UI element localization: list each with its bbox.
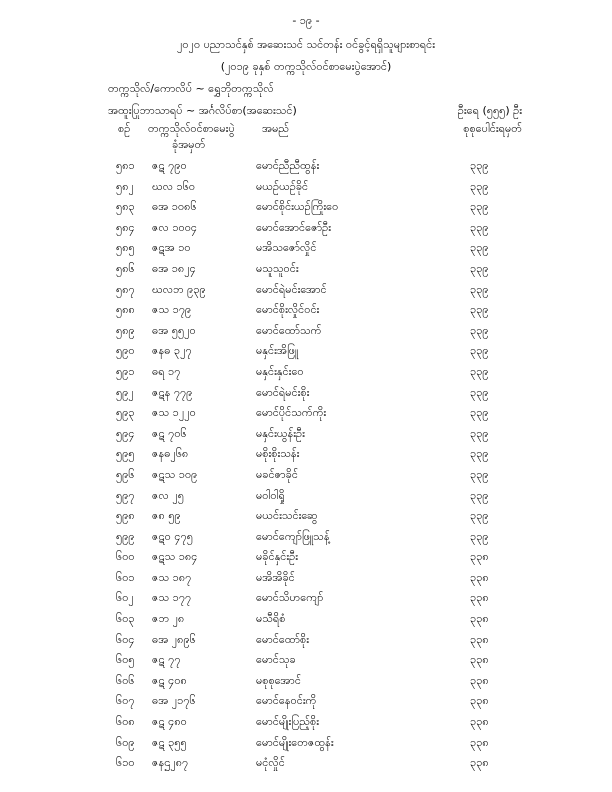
table-row: [0, 238, 612, 259]
total-score: ၃၃၉: [470, 344, 489, 358]
total-score: ၃၃၈: [470, 653, 489, 667]
exam-seat-number: ဇဋသ ၁၀၉: [152, 467, 198, 481]
exam-seat-number: ဇသ ၁၂၂၀: [152, 406, 196, 420]
exam-seat-number: ဓအ ၅၅၂၀: [152, 323, 196, 337]
total-score: ၃၃၈: [470, 591, 489, 605]
total-score: ၃၃၉: [470, 303, 489, 317]
student-name: မောင်သုခ: [256, 653, 296, 667]
exam-seat-number: ဓအ ၂၁၇၆: [152, 694, 196, 708]
total-score: ၃၃၈: [470, 612, 489, 626]
exam-seat-number: ဃလ ၁၆၀: [152, 179, 196, 193]
exam-seat-number: ဇဋ ၇၉၀: [152, 159, 187, 172]
student-name: မောင်စိုးလှိုင်ဝင်း: [256, 303, 320, 317]
page-number: - ၁၉ -: [292, 14, 320, 27]
exam-seat-number: ဇဋ ၄၀၈: [152, 673, 187, 687]
table-row: [0, 691, 612, 712]
total-score: ၃၃၉: [470, 220, 489, 234]
row-number: ၆၀၇: [116, 694, 135, 708]
exam-seat-number: ဇသ ၁၇၉: [152, 303, 192, 317]
exam-seat-number: ဃလဘ ၉၃၉: [152, 282, 206, 296]
exam-seat-number: ဇလ ၁၀၀၄: [152, 220, 198, 234]
table-row: [0, 424, 612, 445]
table-row: [0, 259, 612, 280]
total-score: ၃၃၉: [470, 159, 489, 172]
exam-seat-number: ဇသ ၁၇၇: [152, 591, 192, 605]
document-subtitle: (၂၀၁၉ ခုနှစ် တက္ကသိုလ်ဝင်စာမေးပွဲအောင်): [220, 60, 392, 73]
total-score: ၃၃၉: [470, 323, 489, 337]
row-number: ၅၉၀: [116, 344, 135, 358]
total-score: ၃၃၉: [470, 509, 489, 523]
total-score: ၃၃၈: [470, 570, 489, 584]
row-number: ၆၀၂: [116, 591, 134, 605]
column-header-exam: တက္ကသိုလ်ဝင်စာမေးပွဲ: [148, 122, 235, 135]
student-name: မောင်ရဲမင်းအောင်: [256, 282, 327, 296]
student-name: မသီရိစံ: [256, 612, 286, 626]
total-score: ၃၃၉: [470, 385, 489, 399]
document-title: ၂၀၂၀ ပညာသင်နှစ် အဆေးသင် သင်တန်း ဝင်ခွင့်ရရှိသူများစာရင်း: [176, 38, 436, 51]
table-row: [0, 362, 612, 383]
total-count-label: ဦးရေ (၅၅၅) ဦး: [457, 104, 522, 117]
row-number: ၅၉၇: [116, 488, 135, 502]
row-number: ၆၀၃: [116, 612, 135, 626]
table-row: [0, 671, 612, 692]
table-row: [0, 300, 612, 321]
row-number: ၅၉၆: [116, 467, 135, 481]
row-number: ၆၁၀: [116, 756, 135, 770]
row-number: ၅၉၅: [116, 447, 135, 461]
student-name: မခင်ဇာခိုင်: [256, 467, 298, 481]
row-number: ၅၈၆: [116, 261, 135, 275]
table-row: [0, 177, 612, 198]
table-row: [0, 733, 612, 754]
student-name: မစုစုအောင်: [256, 673, 301, 687]
row-number: ၆၀၀: [116, 550, 135, 564]
table-row: [0, 753, 612, 774]
exam-seat-number: ဇနဓ ၃၂၇: [152, 344, 192, 358]
column-header-score: စုစုပေါင်းရမှတ်: [463, 122, 522, 135]
total-score: ၃၃၉: [470, 179, 489, 193]
student-name: မအိအိခိုင်: [256, 570, 295, 584]
student-name: မသူသူဝင်း: [256, 261, 299, 275]
column-header-no: စဉ်: [118, 122, 131, 135]
table-row: [0, 465, 612, 486]
column-header-seat: ခုံအမှတ်: [172, 138, 206, 151]
exam-seat-number: ဇ၈ ၅၉: [152, 509, 181, 523]
subject-label: အထူးပြုဘာသာရပ် ~ အင်္ဂလိပ်စာ(အဆေးသင်): [108, 104, 297, 117]
total-score: ၃၃၉: [470, 406, 489, 420]
exam-seat-number: ဇဋဝ ၄၇၅: [152, 529, 193, 543]
row-number: ၅၈၁: [116, 159, 135, 172]
exam-seat-number: ဇသ ၁၈၇: [152, 570, 192, 584]
row-number: ၅၉၂: [116, 385, 134, 399]
table-row: [0, 197, 612, 218]
row-number: ၅၈၂: [116, 179, 134, 193]
table-row: [0, 568, 612, 589]
table-row: [0, 527, 612, 548]
student-name: မခိုင်နှင်းဦး: [256, 550, 299, 564]
exam-seat-number: ဇဋ ၇၀၆: [152, 426, 187, 440]
table-row: [0, 486, 612, 507]
row-number: ၅၉၈: [116, 509, 135, 523]
exam-seat-number: ဇလ ၂၅: [152, 488, 184, 502]
total-score: ၃၃၈: [470, 550, 489, 564]
table-row: [0, 588, 612, 609]
row-number: ၆၀၅: [116, 653, 135, 667]
student-name: မောင်မျိုးတေဇထွန်း: [256, 735, 334, 749]
row-number: ၅၈၉: [116, 323, 135, 337]
exam-seat-number: ဇဋသ ၁၈၄: [152, 550, 198, 564]
table-row: [0, 321, 612, 342]
table-row: [0, 218, 612, 239]
row-number: ၆၀၈: [116, 715, 135, 729]
row-number: ၆၀၆: [116, 673, 135, 687]
table-row: [0, 156, 612, 177]
table-row: [0, 650, 612, 671]
table-row: [0, 547, 612, 568]
exam-seat-number: ဓအ ၁၀၈၆: [152, 200, 197, 214]
total-score: ၃၃၈: [470, 694, 489, 708]
exam-seat-number: ဓအ ၁၈၂၄: [152, 261, 196, 275]
student-name: မနှင်းယွန်းဦး: [256, 426, 305, 440]
university-label: တက္ကသိုလ်/ကောလိပ် ~ ရွှေဘိုတက္ကသိုလ်: [108, 82, 274, 95]
student-name: မောင်ထော်သက်: [256, 323, 322, 337]
student-name: မောင်စိုင်းယဉ်ကြိုးဝေ: [256, 200, 339, 214]
exam-seat-number: ဇဘ ၂၈: [152, 612, 185, 626]
exam-seat-number: ဇနဓ၂၆၈: [152, 447, 189, 461]
total-score: ၃၃၉: [470, 488, 489, 502]
student-name: မအိသဇော်လှိုင်: [256, 241, 317, 255]
student-name: မောင်မျိုးပြည့်စိုး: [256, 715, 320, 729]
table-row: [0, 609, 612, 630]
student-name: မနှင်းနှင်းဝေ: [256, 364, 304, 378]
row-number: ၅၈၈: [116, 303, 135, 317]
table-row: [0, 403, 612, 424]
exam-seat-number: ဓရ ၁၇: [152, 364, 181, 378]
table-row: [0, 444, 612, 465]
student-name: မငုံလှိုင်: [256, 756, 285, 770]
row-number: ၅၉၉: [116, 529, 135, 543]
total-score: ၃၃၉: [470, 529, 489, 543]
student-name: မနှင်းအိဖြူ: [256, 344, 299, 358]
row-number: ၅၉၃: [116, 406, 135, 420]
exam-seat-number: ဇဋအ ၁၀: [152, 241, 191, 255]
total-score: ၃၃၉: [470, 426, 489, 440]
student-name: မောင်ရဲမင်းစိုး: [256, 385, 310, 399]
row-number: ၅၈၇: [116, 282, 135, 296]
student-name: မောင်အောင်ဇော်ဦး: [256, 220, 332, 234]
row-number: ၅၈၄: [116, 220, 135, 234]
total-score: ၃၃၉: [470, 241, 489, 255]
table-row: [0, 383, 612, 404]
row-number: ၅၉၁: [116, 364, 135, 378]
table-row: [0, 280, 612, 301]
row-number: ၆၀၁: [116, 570, 135, 584]
column-header-name: အမည်: [262, 122, 290, 135]
total-score: ၃၃၉: [470, 261, 489, 275]
student-name: မောင်ပိုင်သက်ကိုး: [256, 406, 327, 420]
exam-seat-number: ဓအ ၂၈၉၆: [152, 632, 196, 646]
exam-seat-number: ဇဋ ၇၇: [152, 653, 181, 667]
table-row: [0, 341, 612, 362]
student-name: မောင်ကျော်ဖြူသန့်: [256, 529, 330, 543]
total-score: ၃၃၈: [470, 673, 489, 687]
results-table: [0, 156, 612, 774]
student-name: မောင်ညီညီထွန်း: [256, 159, 320, 172]
exam-seat-number: ဇဋန ၇၇၉: [152, 385, 193, 399]
table-row: [0, 506, 612, 527]
exam-seat-number: ဇနဌ၂၈၇: [152, 756, 189, 770]
row-number: ၆၀၄: [116, 632, 135, 646]
student-name: မယဉ်ယဉ်ခိုင်: [256, 179, 309, 193]
row-number: ၆၀၉: [116, 735, 135, 749]
student-name: မောင်သိဟကျော်: [256, 591, 324, 605]
student-name: မယင်းသင်းဆွေ: [256, 509, 318, 523]
total-score: ၃၃၈: [470, 715, 489, 729]
total-score: ၃၃၉: [470, 282, 489, 296]
student-name: မောင်နေဝင်းကို: [256, 694, 317, 708]
total-score: ၃၃၉: [470, 364, 489, 378]
exam-seat-number: ဇဋ ၃၅၅: [152, 735, 187, 749]
total-score: ၃၃၈: [470, 632, 489, 646]
student-name: မစိုးစိုးသန်း: [256, 447, 300, 461]
exam-seat-number: ဇဋ ၄၈၀: [152, 715, 187, 729]
total-score: ၃၃၉: [470, 200, 489, 214]
table-row: [0, 630, 612, 651]
row-number: ၅၉၄: [116, 426, 135, 440]
student-name: မောင်ထော်စိုး: [256, 632, 309, 646]
total-score: ၃၃၈: [470, 735, 489, 749]
table-row: [0, 712, 612, 733]
total-score: ၃၃၈: [470, 756, 489, 770]
row-number: ၅၈၅: [116, 241, 135, 255]
row-number: ၅၈၃: [116, 200, 135, 214]
student-name: မဝါဝါရှို: [256, 488, 285, 502]
total-score: ၃၃၉: [470, 467, 489, 481]
total-score: ၃၃၉: [470, 447, 489, 461]
